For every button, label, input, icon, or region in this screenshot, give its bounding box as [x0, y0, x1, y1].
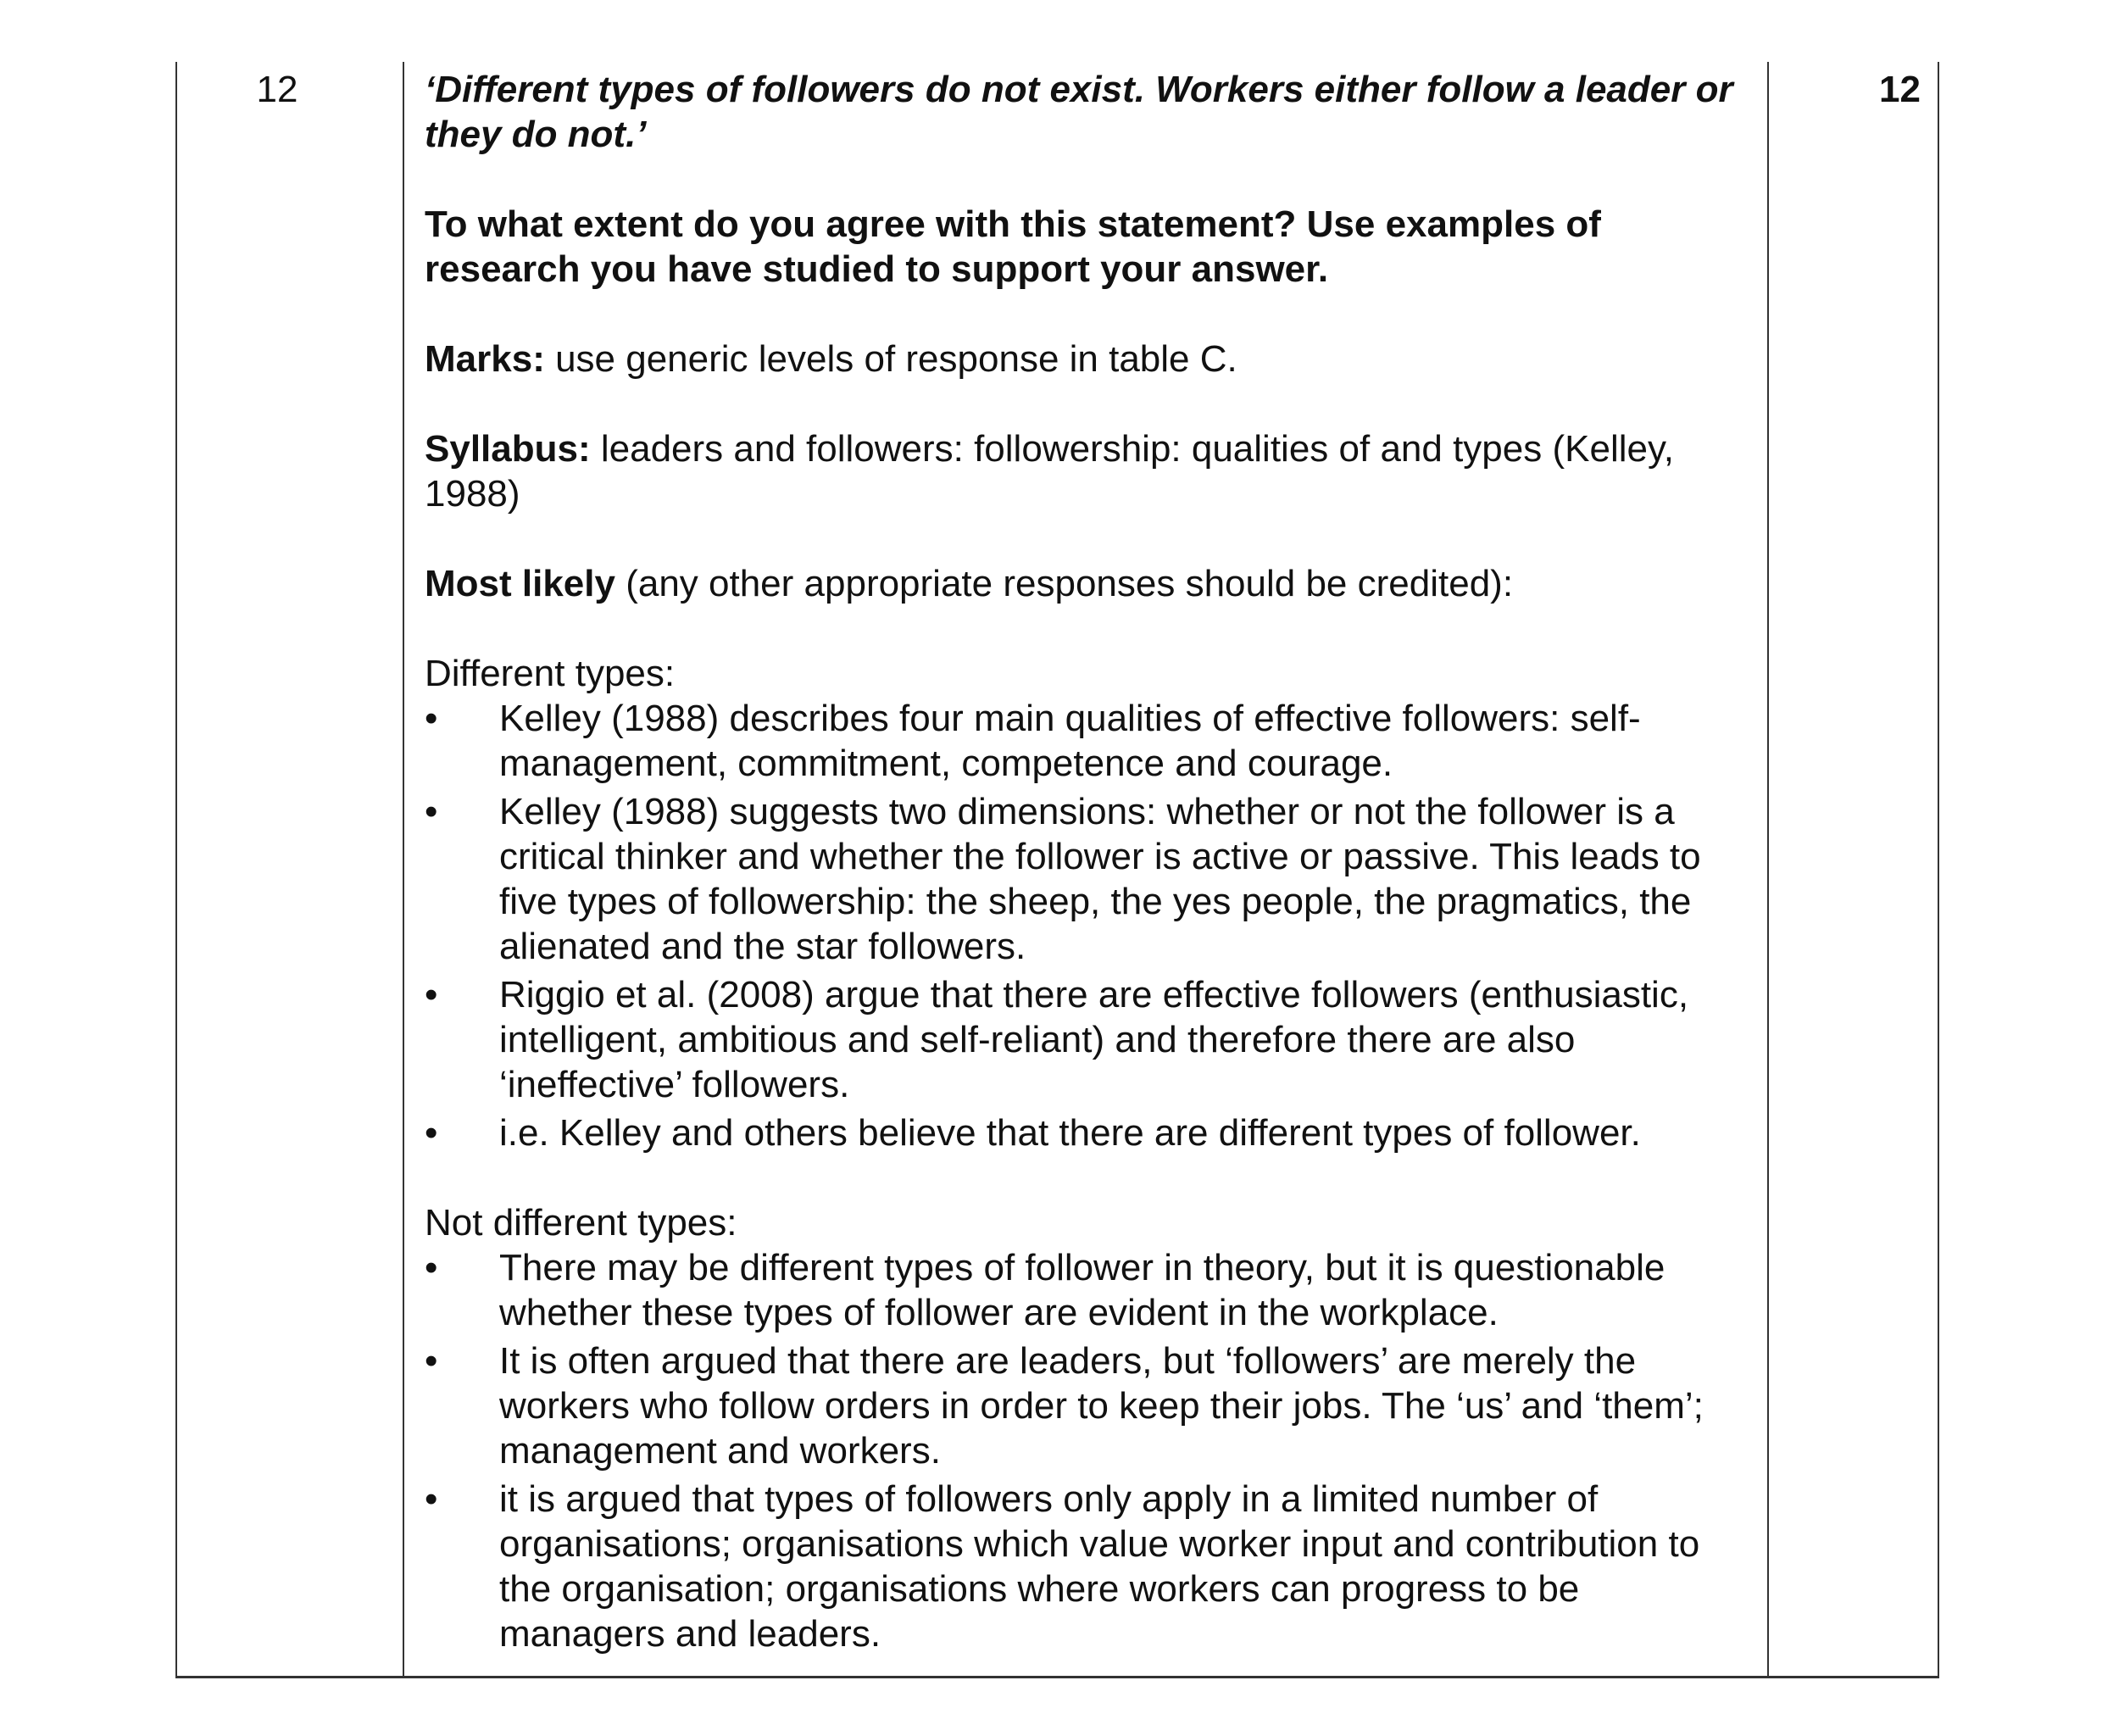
marks-cell: [1768, 62, 1938, 1678]
table-row: [176, 62, 1938, 1678]
bullet-icon: •: [425, 698, 438, 739]
bullet-icon: •: [425, 1478, 438, 1520]
list-item-text: Riggio et al. (2008) argue that there are effective followers (enthusiastic, intelligent, ambitious and self-reliant) and therefore there are also ‘ineffective’ followers.: [499, 974, 1689, 1105]
question-number: 12: [256, 69, 298, 110]
marks-label: Marks:: [425, 338, 545, 380]
question-quote: ‘Different types of followers do not exist. Workers either follow a leader or they do not.’: [425, 69, 1733, 155]
marks-line: [425, 337, 1747, 381]
question-number-cell: [176, 62, 403, 1678]
syllabus-label: Syllabus:: [425, 428, 591, 470]
marks-text: use generic levels of response in table C.: [544, 338, 1237, 380]
bullet-icon: •: [425, 1112, 438, 1154]
most-likely-text: (any other appropriate responses should be credited):: [614, 563, 1514, 604]
bullet-icon: •: [425, 974, 438, 1015]
list-item-text: i.e. Kelley and others believe that there are different types of follower.: [499, 1112, 1641, 1154]
bullet-icon: •: [425, 1247, 438, 1288]
list-item: [425, 696, 1747, 786]
mark-scheme-table: [175, 62, 1939, 1678]
not-different-types-heading: Not different types:: [425, 1202, 737, 1244]
list-item-text: Kelley (1988) suggests two dimensions: whether or not the follower is a critical thinker and whether the follower is active or passive. This leads to five types of followership: the sheep, the yes people, the pragmatics, the alienated and the star followers.: [499, 791, 1701, 967]
different-types-heading: Different types:: [425, 653, 676, 694]
list-item: [425, 1245, 1747, 1335]
list-item-text: Kelley (1988) describes four main qualities of effective followers: self-management, commitment, competence and courage.: [499, 698, 1641, 784]
syllabus-line: [425, 426, 1747, 516]
list-item: [425, 1110, 1747, 1155]
most-likely-line: [425, 561, 1747, 606]
most-likely-label: Most likely: [425, 563, 615, 604]
not-different-types-list: [425, 1245, 1747, 1656]
list-item-text: It is often argued that there are leaders, but ‘followers’ are merely the workers who follow orders in order to keep their jobs. The ‘us’ and ‘them’; management and workers.: [499, 1340, 1704, 1472]
list-item-text: it is argued that types of followers only apply in a limited number of organisations; organisations which value worker input and contribution to the organisation; organisations where workers can progress to be managers and leaders.: [499, 1478, 1700, 1655]
total-marks: 12: [1879, 69, 1921, 110]
answer-guidance: [404, 62, 1767, 1656]
answer-guidance-cell: [403, 62, 1768, 1678]
list-item: [425, 1477, 1747, 1656]
list-item-text: There may be different types of follower in theory, but it is questionable whether these types of follower are evident in the workplace.: [499, 1247, 1665, 1333]
syllabus-text: leaders and followers: followership: qualities of and types (Kelley, 1988): [425, 428, 1674, 515]
list-item: [425, 972, 1747, 1107]
bullet-icon: •: [425, 791, 438, 832]
bullet-icon: •: [425, 1340, 438, 1382]
list-item: [425, 789, 1747, 969]
question-instruction: To what extent do you agree with this statement? Use examples of research you have studied to support your answer.: [425, 203, 1601, 290]
list-item: [425, 1338, 1747, 1473]
different-types-list: [425, 696, 1747, 1155]
